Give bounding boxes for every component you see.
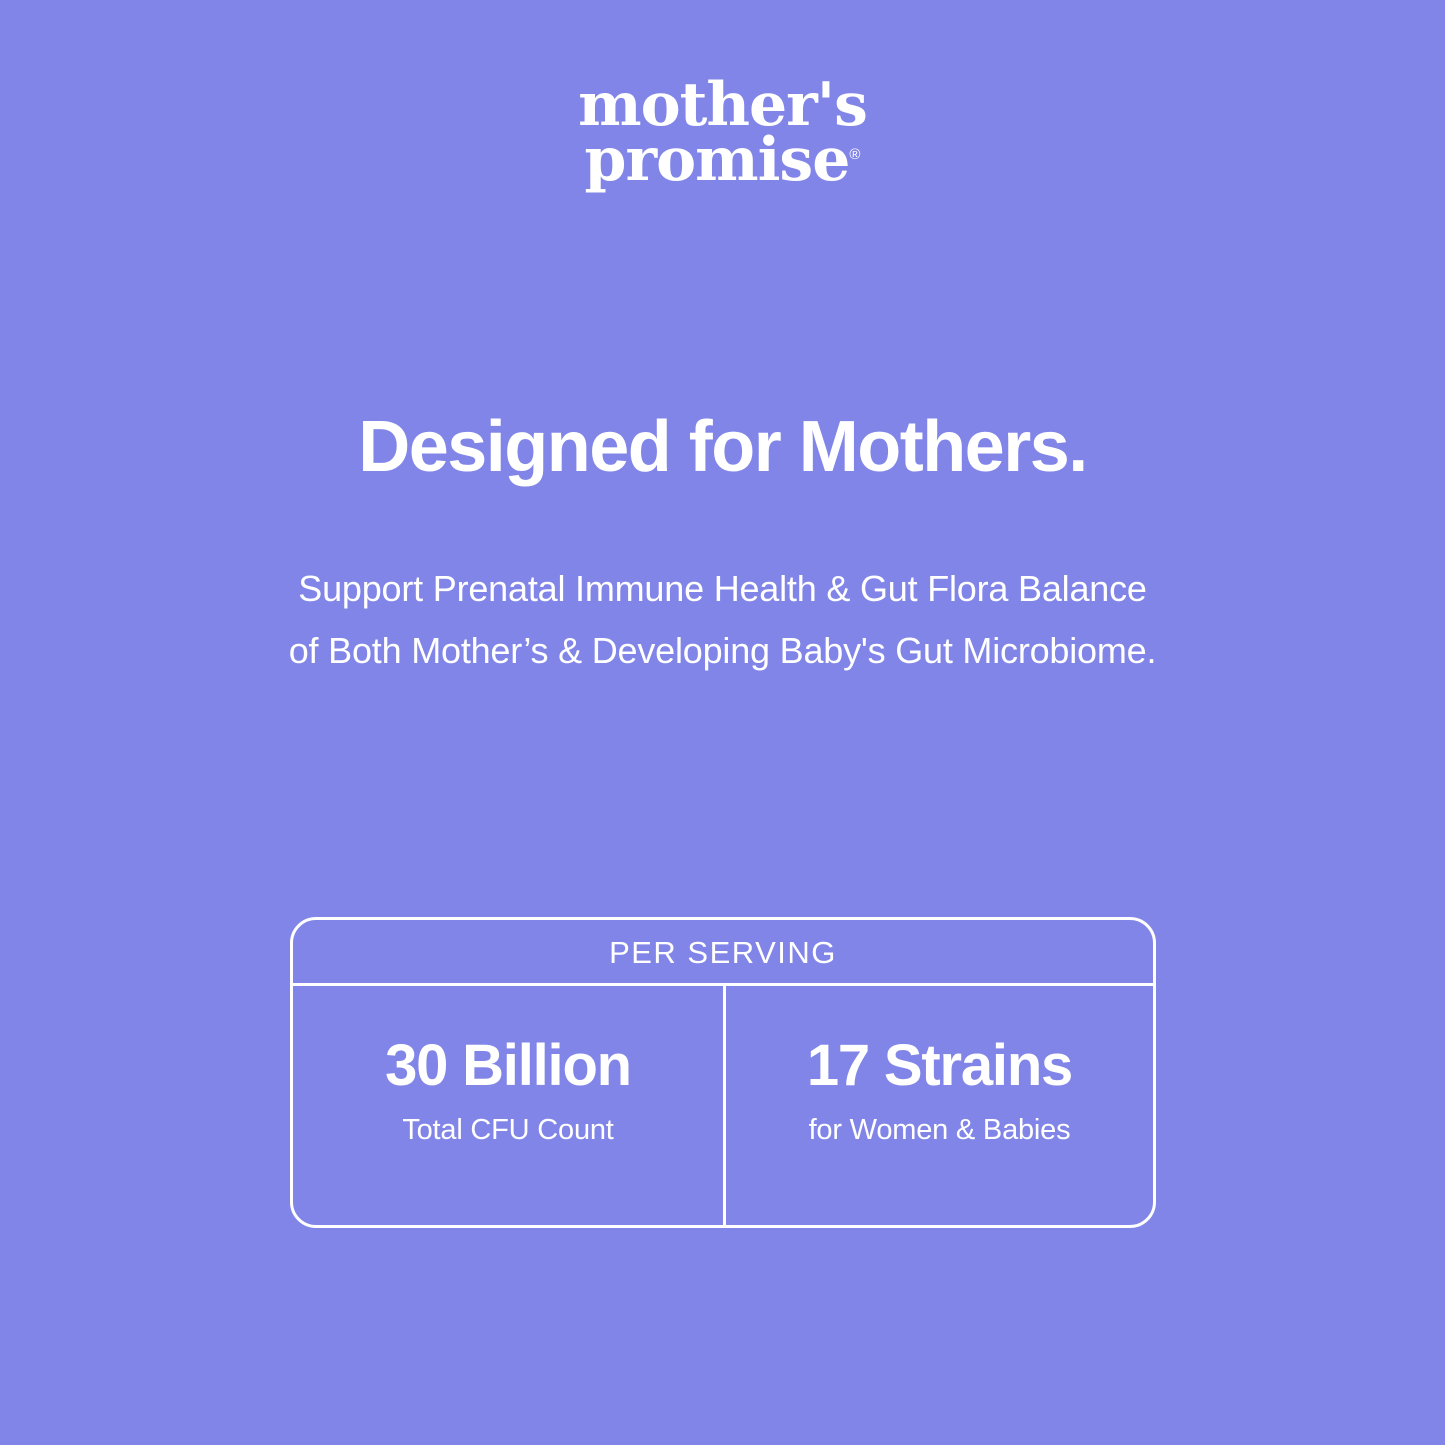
brand-logo-line-2-text: promise bbox=[584, 125, 850, 196]
subheadline bbox=[0, 558, 1445, 682]
per-serving-cell-strains bbox=[723, 986, 1153, 1228]
registered-trademark-icon: ® bbox=[849, 146, 861, 164]
page-title: Designed for Mothers. bbox=[358, 407, 1087, 488]
per-serving-cell-cfu-value: 30 Billion bbox=[385, 1033, 631, 1098]
brand-logo-line-2 bbox=[584, 125, 861, 196]
per-serving-cell-strains-value: 17 Strains bbox=[806, 1033, 1073, 1098]
brand-logo-line-1: mother's bbox=[578, 70, 867, 140]
brand-logo bbox=[0, 70, 1445, 196]
subheadline-line-1: Support Prenatal Immune Health & Gut Flora Balance bbox=[298, 568, 1147, 609]
subheadline-line-2: of Both Mother’s & Developing Baby's Gut Microbiome. bbox=[288, 629, 1157, 671]
per-serving-cell-cfu-label: Total CFU Count bbox=[402, 1113, 614, 1146]
per-serving-card bbox=[290, 917, 1156, 1228]
per-serving-card-body bbox=[293, 986, 1153, 1228]
per-serving-card-header: PER SERVING bbox=[293, 920, 1153, 986]
per-serving-cell-cfu bbox=[293, 986, 723, 1228]
per-serving-cell-strains-label: for Women & Babies bbox=[808, 1113, 1071, 1146]
